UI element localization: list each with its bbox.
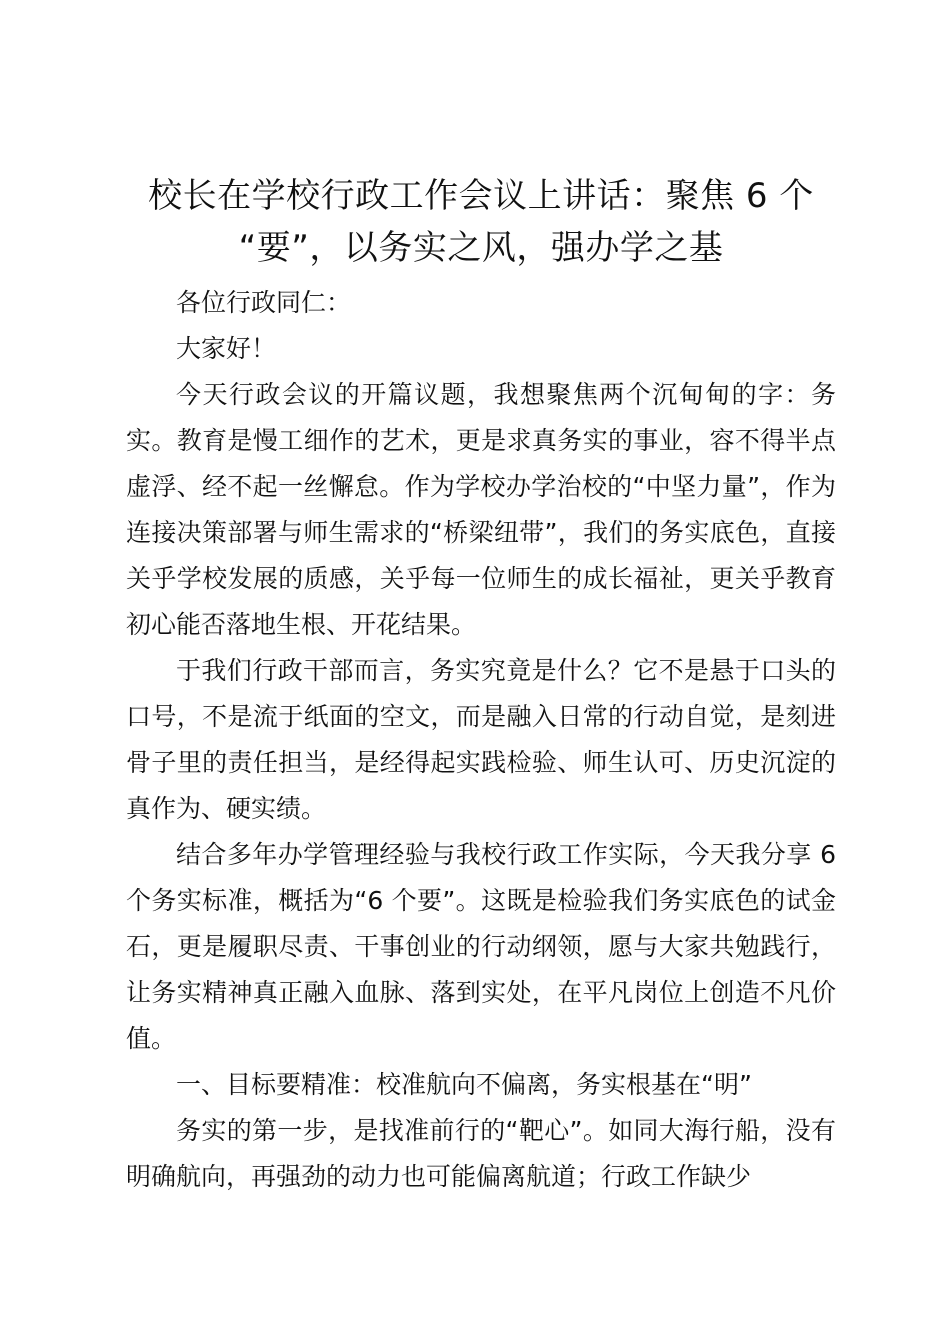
title-line-1: 校长在学校行政工作会议上讲话：聚焦 6 个 (148, 176, 814, 216)
document-title (96, 170, 866, 274)
document-page (126, 170, 836, 1200)
section-heading-1: 一、目标要精准：校准航向不偏离，务实根基在“明” (176, 1070, 752, 1099)
salutation: 各位行政同仁： (176, 288, 352, 317)
greeting-hello: 大家好！ (176, 334, 277, 363)
paragraph-standards: 结合多年办学管理经验与我校行政工作实际，今天我分享 6 个务实标准，概括为“6 个要”。这既是检验我们务实底色的试金石，更是履职尽责、干事创业的行动纲领，愿与大家共勉践行，让务实精神真正融入血脉、落到实处，在平凡岗位上创造不凡价值。 (126, 840, 836, 1053)
paragraph-meaning: 于我们行政干部而言，务实究竟是什么？它不是悬于口头的口号，不是流于纸面的空文，而是融入日常的行动自觉，是刻进骨子里的责任担当，是经得起实践检验、师生认可、历史沉淀的真作为、硬实绩。 (126, 656, 836, 823)
title-line-2: “要”，以务实之风，强办学之基 (238, 228, 724, 268)
section-1-paragraph: 务实的第一步，是找准前行的“靶心”。如同大海行船，没有明确航向，再强劲的动力也可能偏离航道；行政工作缺少 (126, 1116, 836, 1191)
paragraph-intro: 今天行政会议的开篇议题，我想聚焦两个沉甸甸的字：务实。教育是慢工细作的艺术，更是求真务实的事业，容不得半点虚浮、经不起一丝懈怠。作为学校办学治校的“中坚力量”，作为连接决策部署与师生需求的“桥梁纽带”，我们的务实底色，直接关乎学校发展的质感，关乎每一位师生的成长福祉，更关乎教育初心能否落地生根、开花结果。 (126, 380, 836, 639)
